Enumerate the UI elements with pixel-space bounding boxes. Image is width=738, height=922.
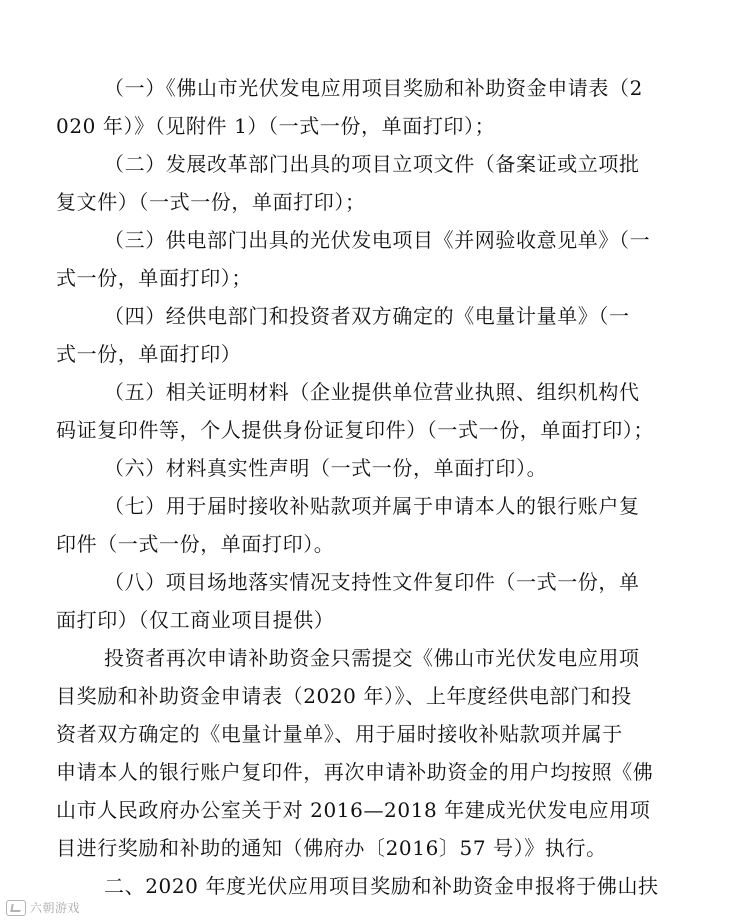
text-line-9: （五）相关证明材料（企业提供单位营业执照、组织机构代 xyxy=(104,380,640,404)
text-line-19: 申请本人的银行账户复印件，再次申请补助资金的用户均按照《佛 xyxy=(56,760,654,784)
text-line-13: 印件（一式一份，单面打印）。 xyxy=(56,532,335,556)
text-line-1: （一）《佛山市光伏发电应用项目奖励和补助资金申请表（2 xyxy=(104,76,643,100)
text-line-4: 复文件）（一式一份，单面打印）； xyxy=(56,190,366,214)
text-line-12: （七）用于届时接收补贴款项并属于申请本人的银行账户复 xyxy=(104,494,640,518)
text-line-3: （二）发展改革部门出具的项目立项文件（备案证或立项批 xyxy=(104,152,640,176)
text-line-21: 目进行奖励和补助的通知（佛府办〔2016〕57 号）》执行。 xyxy=(56,836,607,860)
watermark xyxy=(6,899,80,916)
text-line-11: （六）材料真实性声明（一式一份，单面打印）。 xyxy=(104,456,548,480)
text-line-22: 二、2020 年度光伏应用项目奖励和补助资金申报将于佛山扶 xyxy=(104,874,659,898)
text-line-8: 式一份，单面打印） xyxy=(56,342,242,366)
text-line-17: 目奖励和补助资金申请表（2020 年）》、上年度经供电部门和投 xyxy=(56,684,632,708)
text-line-16: 投资者再次申请补助资金只需提交《佛山市光伏发电应用项 xyxy=(104,646,640,670)
text-line-18: 资者双方确定的《电量计量单》、用于届时接收补贴款项并属于 xyxy=(56,722,623,746)
text-line-15: 面打印）（仅工商业项目提供） xyxy=(56,608,335,632)
text-line-14: （八）项目场地落实情况支持性文件复印件（一式一份，单 xyxy=(104,570,640,594)
text-line-6: 式一份，单面打印）； xyxy=(56,266,252,290)
watermark-text: 六朝游戏 xyxy=(30,901,81,915)
text-line-2: 020 年）》（见附件 1）（一式一份，单面打印）； xyxy=(56,114,496,138)
text-line-5: （三）供电部门出具的光伏发电项目《并网验收意见单》（一 xyxy=(104,228,651,252)
watermark-logo-icon xyxy=(6,900,26,916)
text-line-20: 山市人民政府办公室关于对 2016—2018 年建成光伏发电应用项 xyxy=(56,798,651,822)
text-line-10: 码证复印件等，个人提供身份证复印件）（一式一份，单面打印）； xyxy=(56,418,654,442)
text-line-7: （四）经供电部门和投资者双方确定的《电量计量单》（一 xyxy=(104,304,630,328)
